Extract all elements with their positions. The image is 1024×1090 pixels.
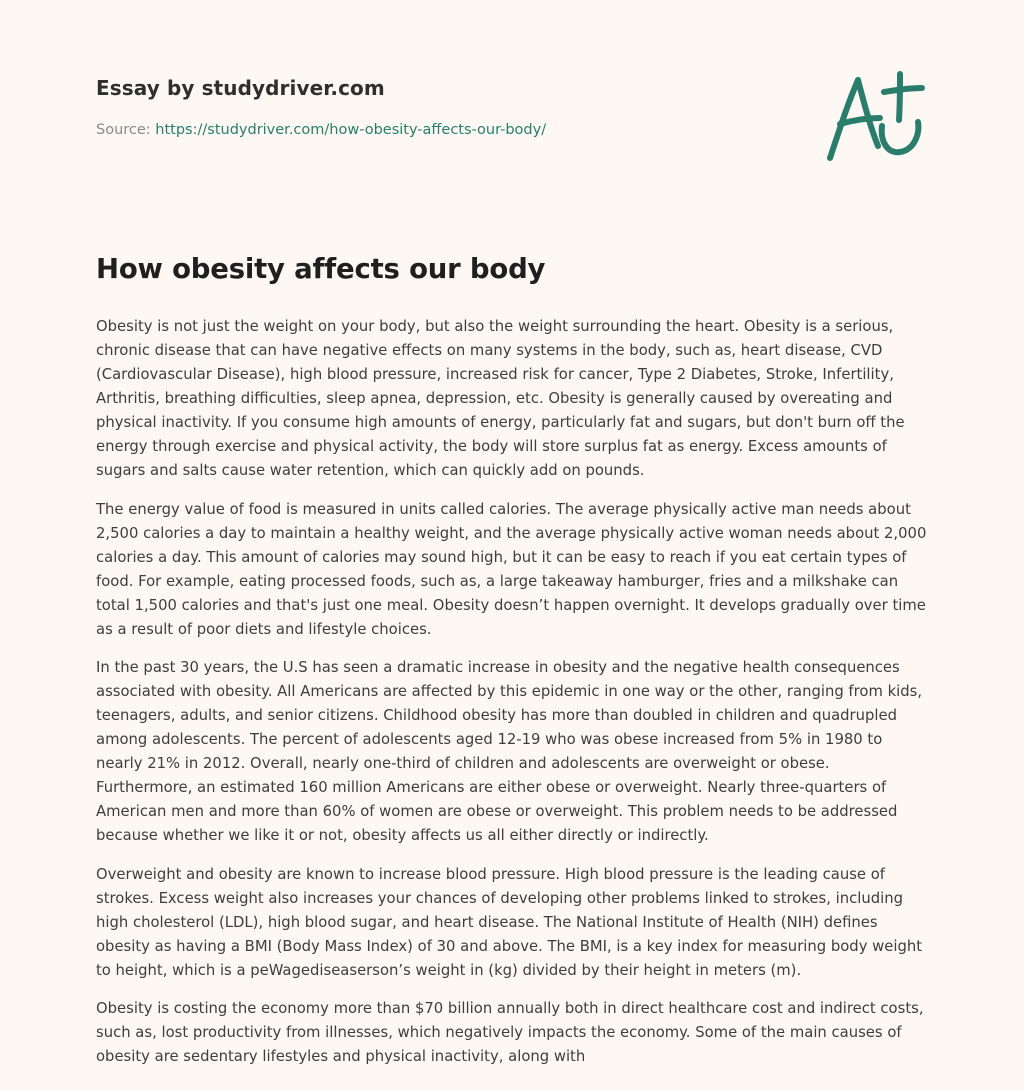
source-link[interactable]: https://studydriver.com/how-obesity-affects-our-body/	[155, 122, 547, 138]
paragraph: Overweight and obesity are known to increase blood pressure. High blood pressure is the leading cause of strokes. Excess weight also increases your chances of developing other problems linked to strokes, including high cholesterol (LDL), high blood sugar, and heart disease. The National Institute of Health (NIH) defines obesity as having a BMI (Body Mass Index) of 30 and above. The BMI, is a key index for measuring body weight to height, which is a peWagediseaserson’s weight in (kg) divided by their height in meters (m).	[96, 865, 923, 979]
a-plus-logo-svg	[822, 68, 932, 168]
paragraph: Obesity is costing the economy more than $70 billion annually both in direct healthcare cost and indirect costs, such as, lost productivity from illnesses, which negatively impacts the economy. Some of the main causes of obesity are sedentary lifestyles and physical inactivity, along with	[96, 1000, 924, 1065]
paragraph: Obesity is not just the weight on your body, but also the weight surrounding the heart. Obesity is a serious, chronic disease that can have negative effects on many systems in the body, such as, heart disease, CVD (Cardiovascular Disease), high blood pressure, increased risk for cancer, Type 2 Diabetes, Stroke, Infertility, Arthritis, breathing difficulties, sleep apnea, depression, etc. Obesity is generally caused by overeating and physical inactivity. If you consume high amounts of energy, particularly fat and sugars, but don't burn off the energy through exercise and physical activity, the body will store surplus fat as energy. Excess amounts of sugars and salts cause water retention, which can quickly add on pounds.	[96, 318, 905, 479]
essay-header	[96, 76, 928, 138]
paragraph: The energy value of food is measured in units called calories. The average physically active man needs about 2,500 calories a day to maintain a healthy weight, and the average physically active woman needs about 2,000 calories a day. This amount of calories may sound high, but it can be easy to reach if you eat certain types of food. For example, eating processed foods, such as, a large takeaway hamburger, fries and a milkshake can total 1,500 calories and that's just one meal. Obesity doesn’t happen overnight. It develops gradually over time as a result of poor diets and lifestyle choices.	[96, 500, 927, 638]
article-body	[96, 315, 928, 1084]
paragraph: In the past 30 years, the U.S has seen a dramatic increase in obesity and the negative health consequences associated with obesity. All Americans are affected by this epidemic in one way or the other, ranging from kids, teenagers, adults, and senior citizens. Childhood obesity has more than doubled in children and quadrupled among adolescents. The percent of adolescents aged 12-19 who was obese increased from 5% in 1980 to nearly 21% in 2012. Overall, nearly one-third of children and adolescents are overweight or obese. Furthermore, an estimated 160 million Americans are either obese or overweight. Nearly three-quarters of American men and more than 60% of women are obese or overweight. This problem needs to be addressed because whether we like it or not, obesity affects us all either directly or indirectly.	[96, 659, 923, 844]
source-label: Source:	[96, 122, 151, 138]
source-line	[96, 122, 928, 138]
brand-title: Essay by studydriver.com	[96, 76, 385, 100]
article-title: How obesity affects our body	[96, 253, 546, 285]
a-plus-grade-icon	[822, 68, 932, 168]
